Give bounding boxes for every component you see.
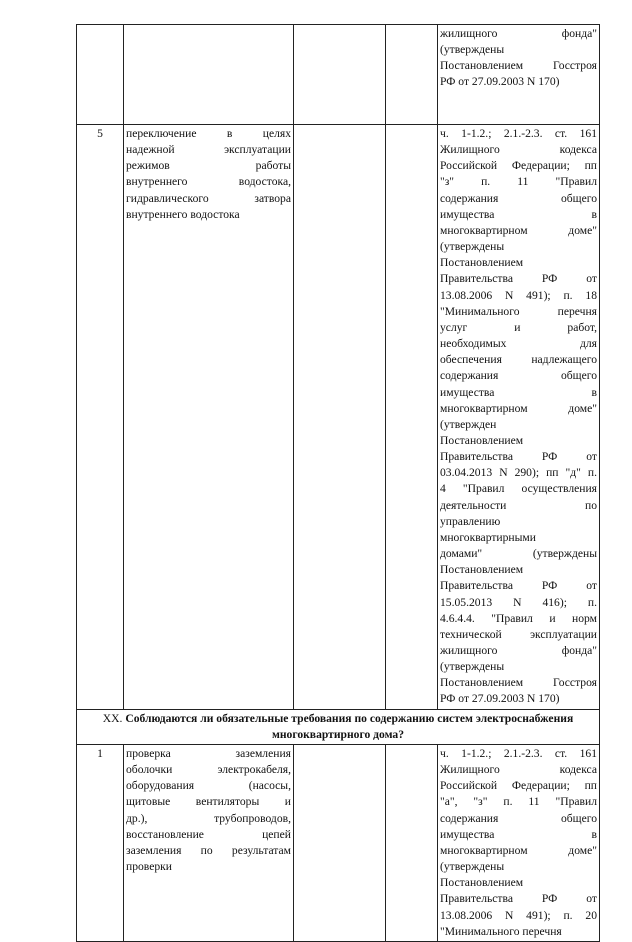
text-line: проверка заземления [126,746,291,760]
item-number: 5 [77,125,124,710]
text-line: режимов работы [126,159,291,173]
text-line: ч. 1-1.2.; 2.1.-2.3. ст. 161 [440,746,597,760]
text-line: Российской Федерации; пп [440,159,597,173]
text-line: многоквартирном доме" [440,401,597,415]
cell-note [386,744,438,941]
text-line: ч. 1-1.2.; 2.1.-2.3. ст. 161 [440,127,597,140]
text-line: (утверждены [440,240,505,254]
text-line: имущества в [440,207,597,221]
table-row-item-1 [77,744,600,941]
cell-legal-basis [438,125,600,710]
text-line: многоквартирном доме" [440,843,597,857]
item-number: 1 [77,744,124,941]
text-line: домами" (утверждены [440,547,597,561]
text-line: 13.08.2006 N 491); п. 18 [440,288,597,302]
text-line: Жилищного кодекса [440,763,597,777]
cell-requirement [124,125,294,710]
text-line: переключение в целях [126,127,291,140]
text-line: 4 "Правил осуществления [440,482,597,496]
text-line: имущества в [440,385,597,399]
cell-note [386,125,438,710]
text-line: внутреннего водостока [126,207,240,221]
text-line: (утверждены [440,860,505,874]
table-row-continuation [77,25,600,125]
text-line: имущества в [440,827,597,841]
inspection-table [76,24,600,942]
text-line: деятельности по [440,498,597,512]
text-line: РФ от 27.09.2003 N 170) [440,75,560,89]
text-line: обеспечения надлежащего [440,353,597,367]
cell-legal-basis [438,25,600,125]
cell-answer [294,125,386,710]
text-line: Постановлением [440,433,524,447]
text-line: щитовые вентиляторы и [126,795,291,809]
text-line: Постановлением [440,876,524,890]
text-line: содержания общего [440,191,597,205]
text-line: восстановление цепей [126,827,291,841]
section-header-row [77,709,600,744]
text-line: Правительства РФ от [440,579,597,593]
text-line: (утвержден [440,417,497,431]
text-line: 03.04.2013 N 290); пп "д" п. [440,466,597,480]
section-prefix: XX. [102,711,126,725]
text-line: жилищного фонда" [440,644,597,657]
text-line: Постановлением [440,256,524,270]
text-line: др.), трубопроводов, [126,811,291,825]
text-line: 4.6.4.4. "Правил и норм [440,611,597,625]
text-line: жилищного фонда" [440,27,597,40]
text-line: оболочки электрокабеля, [126,763,291,777]
text-line: "з" п. 11 "Правил [440,175,597,189]
cell-answer [294,744,386,941]
text-line: управлению [440,514,501,528]
text-line: "а", "з" п. 11 "Правил [440,795,597,809]
cell-number [77,25,124,125]
text-line: Постановлением [440,563,524,577]
table-row-item-5 [77,125,600,710]
text-line: внутреннего водостока, [126,175,291,189]
text-line: многоквартирном доме" [440,223,597,237]
text-line: РФ от 27.09.2003 N 170) [440,692,560,706]
text-line: Правительства РФ от [440,892,597,906]
text-line: "Минимального перечня [440,304,597,318]
text-line: (утверждены [440,43,505,57]
section-title: Соблюдаются ли обязательные требования по содержанию систем электроснабжения многоквартирного дома? [125,711,574,741]
cell-answer [294,25,386,125]
cell-requirement [124,744,294,941]
text-line: Правительства РФ от [440,450,597,464]
text-line: 13.08.2006 N 491); п. 20 [440,908,597,922]
text-line: содержания общего [440,369,597,383]
text-line: содержания общего [440,811,597,825]
text-line: Правительства РФ от [440,272,597,286]
text-line: технической эксплуатации [440,627,597,641]
text-line: Российской Федерации; пп [440,779,597,793]
text-line: заземления по результатам [126,843,291,857]
text-line: надежной эксплуатации [126,143,291,157]
text-line: оборудования (насосы, [126,779,291,793]
cell-note [386,25,438,125]
text-line: Постановлением Госстроя [440,676,597,690]
text-line: 15.05.2013 N 416); п. [440,595,597,609]
text-line: необходимых для [440,337,597,351]
cell-legal-basis [438,744,600,941]
text-line: Постановлением Госстроя [440,59,597,73]
section-heading [77,709,600,744]
text-line: услуг и работ, [440,320,597,334]
cell-requirement [124,25,294,125]
text-line: проверки [126,860,172,874]
text-line: Жилищного кодекса [440,143,597,157]
text-line: гидравлического затвора [126,191,291,205]
text-line: многоквартирными [440,530,536,544]
text-line: (утверждены [440,660,505,674]
text-line: "Минимального перечня [440,924,562,938]
